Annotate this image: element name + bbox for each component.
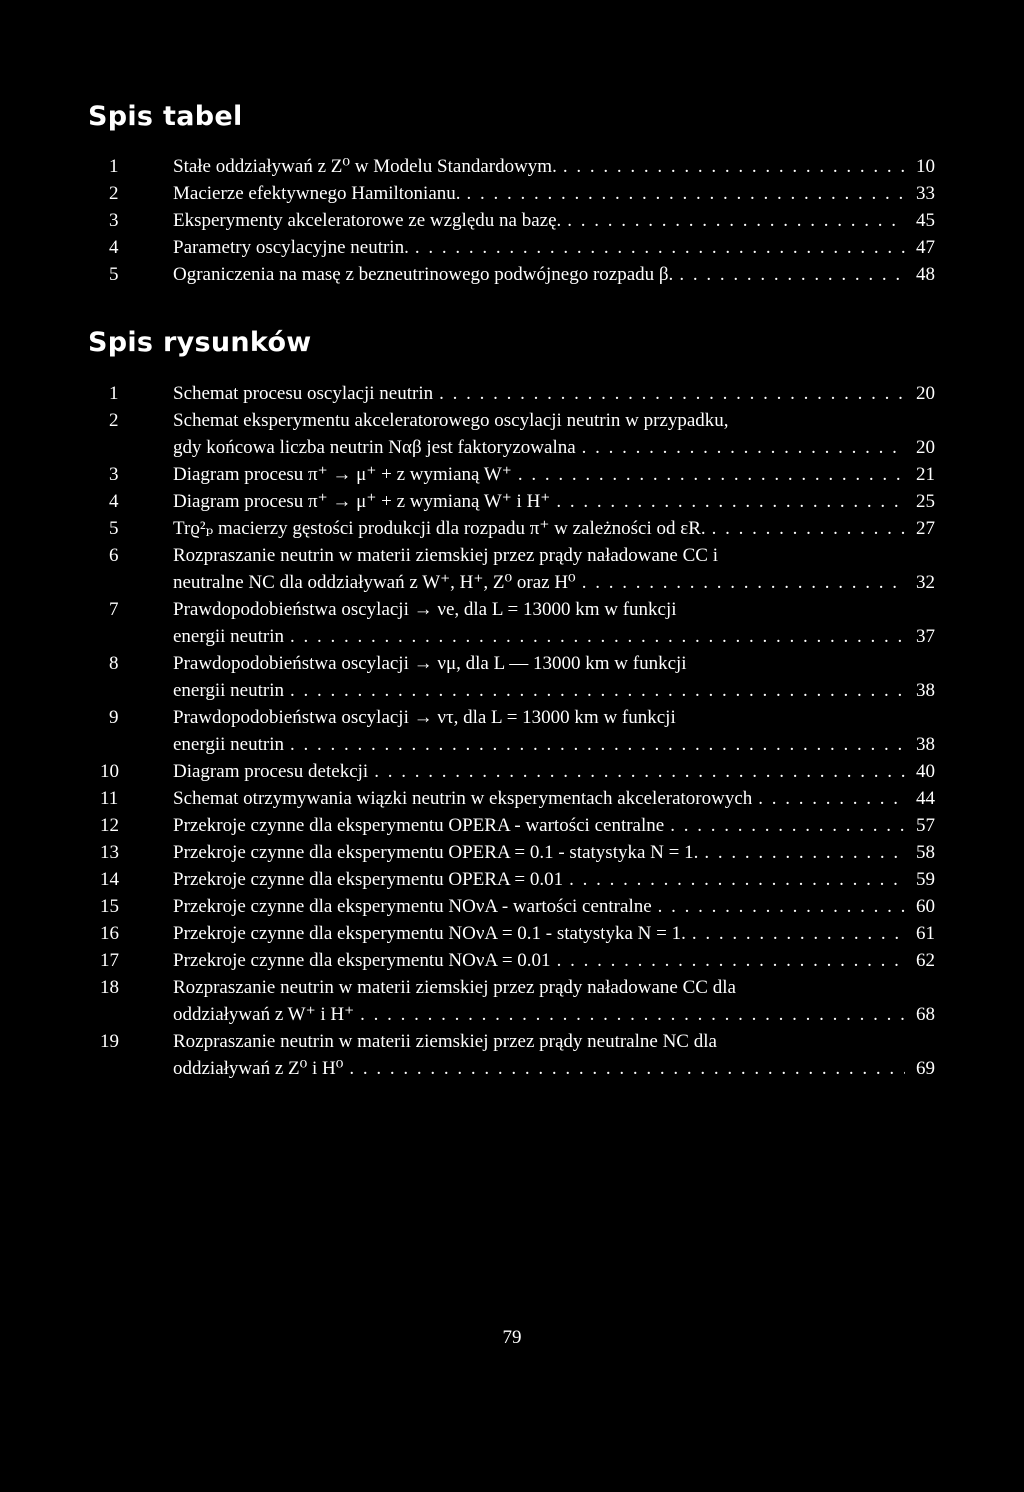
entry-page-number: 60 [916,896,935,917]
entry-body [173,380,935,407]
entry-page-number: 32 [916,572,935,593]
entry-body [173,515,935,542]
list-of-figures-heading: Spis rysunków [88,327,312,358]
entry-page-number: 10 [916,156,935,177]
entry-body [173,261,935,288]
entry-number: 1 [109,156,119,177]
entry-page-number: 57 [916,815,935,836]
entry-line [173,153,935,180]
dot-leader [670,812,905,839]
entry-body [173,947,935,974]
entry-title: Eksperymenty akceleratorowe ze względu na bazę. [173,210,562,231]
toc-entry [100,261,935,288]
entry-line [173,1001,935,1028]
entry-body [173,488,935,515]
entry-body [173,785,935,812]
entry-body [173,893,935,920]
entry-line [173,234,935,261]
entry-number: 14 [100,869,119,890]
entry-body [173,866,935,893]
entry-title: Przekroje czynne dla eksperymentu NOνA = 0.1 - statystyka N = 1. [173,923,686,944]
toc-entry [100,180,935,207]
dot-leader [556,488,905,515]
list-of-figures [100,380,935,1082]
entry-line [173,380,935,407]
dot-leader [349,1055,905,1082]
entry-body [173,207,935,234]
list-of-tables-heading: Spis tabel [88,101,243,132]
entry-body [173,1028,935,1082]
entry-body [173,234,935,261]
entry-page-number: 48 [916,264,935,285]
entry-page-number: 40 [916,761,935,782]
entry-page-number: 37 [916,626,935,647]
entry-line [173,407,935,434]
entry-title: gdy końcowa liczba neutrin Nαβ jest faktoryzowalna [173,437,576,458]
entry-number: 16 [100,923,119,944]
entry-body [173,180,935,207]
entry-line [173,731,935,758]
toc-entry [100,866,935,893]
entry-title: Schemat otrzymywania wiązki neutrin w eksperymentach akceleratorowych [173,788,753,809]
list-of-tables [100,153,935,288]
entry-title: neutralne NC dla oddziaływań z W⁺, H⁺, Z⁰ oraz H⁰ [173,572,576,593]
entry-number: 3 [109,210,119,231]
entry-title: Macierze efektywnego Hamiltonianu. [173,183,461,204]
entry-title: Diagram procesu π⁺ → μ⁺ + z wymianą W⁺ i H⁺ [173,491,551,512]
toc-entry [100,758,935,785]
dot-leader [758,785,905,812]
dot-leader [360,1001,905,1028]
entry-title: oddziaływań z W⁺ i H⁺ [173,1004,355,1025]
toc-entry [100,380,935,407]
dot-leader [518,461,905,488]
entry-number: 7 [109,599,119,620]
entry-title: Prawdopodobieństwa oscylacji → νμ, dla L — 13000 km w funkcji [173,653,687,674]
entry-number: 10 [100,761,119,782]
entry-title: oddziaływań z Z⁰ i H⁰ [173,1058,344,1079]
entry-body [173,812,935,839]
dot-leader [658,893,905,920]
entry-title: Stałe oddziaływań z Z⁰ w Modelu Standardowym. [173,156,557,177]
entry-title: Prawdopodobieństwa oscylacji → ντ, dla L = 13000 km w funkcji [173,707,676,728]
entry-body [173,920,935,947]
dot-leader [439,380,905,407]
entry-line [173,515,935,542]
entry-page-number: 58 [916,842,935,863]
entry-body [173,839,935,866]
entry-line [173,434,935,461]
toc-entry [100,974,935,1028]
entry-page-number: 25 [916,491,935,512]
entry-title: Rozpraszanie neutrin w materii ziemskiej przez prądy neutralne NC dla [173,1031,717,1052]
entry-line [173,261,935,288]
entry-number: 4 [109,237,119,258]
entry-body [173,704,935,758]
entry-page-number: 38 [916,680,935,701]
entry-page-number: 62 [916,950,935,971]
entry-body [173,461,935,488]
entry-number: 12 [100,815,119,836]
dot-leader [563,153,905,180]
entry-line [173,1055,935,1082]
dot-leader [582,434,905,461]
dot-leader [290,731,905,758]
entry-body [173,758,935,785]
entry-line [173,758,935,785]
entry-number: 5 [109,518,119,539]
toc-entry [100,839,935,866]
toc-entry [100,542,935,596]
entry-page-number: 69 [916,1058,935,1079]
entry-body [173,542,935,596]
entry-page-number: 61 [916,923,935,944]
entry-number: 2 [109,410,119,431]
entry-title: Przekroje czynne dla eksperymentu OPERA = 0.01 [173,869,564,890]
entry-number: 2 [109,183,119,204]
entry-title: energii neutrin [173,626,284,647]
entry-title: Parametry oscylacyjne neutrin. [173,237,409,258]
toc-entry [100,234,935,261]
entry-title: Ograniczenia na masę z bezneutrinowego podwójnego rozpadu β. [173,264,674,285]
dot-leader [704,839,905,866]
entry-title: Rozpraszanie neutrin w materii ziemskiej przez prądy naładowane CC i [173,545,718,566]
toc-entry [100,947,935,974]
dot-leader [467,180,905,207]
entry-line [173,461,935,488]
entry-body [173,596,935,650]
dot-leader [712,515,905,542]
toc-entry [100,596,935,650]
toc-entry [100,207,935,234]
entry-page-number: 59 [916,869,935,890]
entry-line [173,893,935,920]
entry-number: 17 [100,950,119,971]
entry-line [173,207,935,234]
toc-entry [100,153,935,180]
entry-number: 13 [100,842,119,863]
toc-entry [100,515,935,542]
toc-entry [100,812,935,839]
entry-title: Przekroje czynne dla eksperymentu OPERA - wartości centralne [173,815,665,836]
entry-body [173,407,935,461]
entry-title: Rozpraszanie neutrin w materii ziemskiej przez prądy naładowane CC dla [173,977,736,998]
entry-line [173,785,935,812]
dot-leader [692,920,905,947]
entry-line [173,947,935,974]
entry-title: energii neutrin [173,680,284,701]
entry-title: Przekroje czynne dla eksperymentu NOνA = 0.01 [173,950,551,971]
entry-number: 3 [109,464,119,485]
entry-title: Przekroje czynne dla eksperymentu OPERA = 0.1 - statystyka N = 1. [173,842,699,863]
entry-title: Schemat eksperymentu akceleratorowego oscylacji neutrin w przypadku, [173,410,729,431]
entry-line [173,704,935,731]
entry-line [173,180,935,207]
dot-leader [415,234,905,261]
entry-body [173,650,935,704]
entry-title: Schemat procesu oscylacji neutrin [173,383,434,404]
entry-page-number: 38 [916,734,935,755]
entry-number: 15 [100,896,119,917]
entry-title: energii neutrin [173,734,284,755]
entry-number: 8 [109,653,119,674]
dot-leader [290,677,905,704]
entry-line [173,488,935,515]
toc-entry [100,1028,935,1082]
dot-leader [567,207,905,234]
entry-page-number: 33 [916,183,935,204]
entry-page-number: 27 [916,518,935,539]
entry-line [173,569,935,596]
entry-line [173,812,935,839]
toc-entry [100,893,935,920]
entry-title: Diagram procesu π⁺ → μ⁺ + z wymianą W⁺ [173,464,512,485]
entry-number: 1 [109,383,119,404]
entry-page-number: 44 [916,788,935,809]
entry-line [173,920,935,947]
dot-leader [557,947,905,974]
toc-entry [100,920,935,947]
entry-line [173,1028,935,1055]
entry-number: 6 [109,545,119,566]
entry-line [173,650,935,677]
toc-entry [100,461,935,488]
toc-entry [100,488,935,515]
toc-entry [100,407,935,461]
entry-page-number: 21 [916,464,935,485]
entry-number: 18 [100,977,119,998]
toc-entry [100,650,935,704]
page-number: 79 [502,1327,522,1348]
entry-number: 19 [100,1031,119,1052]
entry-title: Prawdopodobieństwa oscylacji → νe, dla L = 13000 km w funkcji [173,599,677,620]
entry-body [173,153,935,180]
entry-title: Diagram procesu detekcji [173,761,369,782]
entry-line [173,596,935,623]
dot-leader [374,758,905,785]
entry-page-number: 20 [916,437,935,458]
entry-body [173,974,935,1028]
entry-line [173,542,935,569]
dot-leader [290,623,905,650]
entry-line [173,677,935,704]
entry-line [173,974,935,1001]
entry-page-number: 20 [916,383,935,404]
entry-number: 9 [109,707,119,728]
dot-leader [569,866,905,893]
entry-page-number: 45 [916,210,935,231]
entry-number: 5 [109,264,119,285]
entry-line [173,839,935,866]
dot-leader [582,569,905,596]
entry-title: Przekroje czynne dla eksperymentu NOνA - wartości centralne [173,896,652,917]
dot-leader [679,261,905,288]
entry-title: Trϱ²ₚ macierzy gęstości produkcji dla rozpadu π⁺ w zależności od εR. [173,518,706,539]
entry-page-number: 47 [916,237,935,258]
entry-page-number: 68 [916,1004,935,1025]
toc-entry [100,704,935,758]
entry-number: 4 [109,491,119,512]
entry-line [173,623,935,650]
entry-number: 11 [100,788,119,809]
toc-entry [100,785,935,812]
entry-line [173,866,935,893]
